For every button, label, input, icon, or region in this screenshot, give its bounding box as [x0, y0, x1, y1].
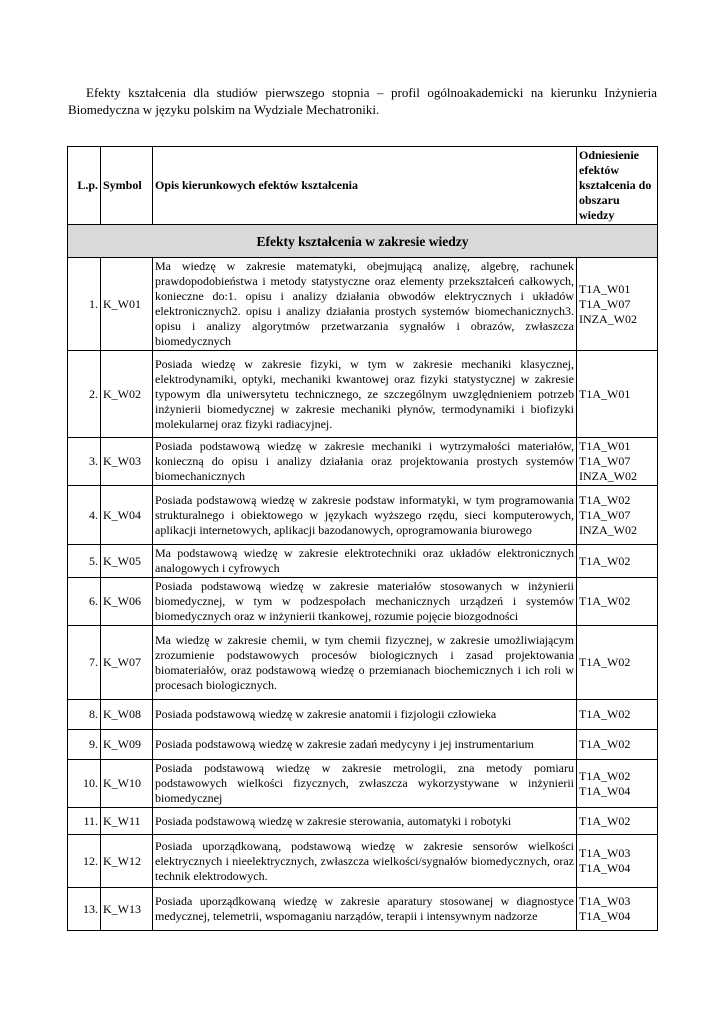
header-reference: Odniesienie efektów kształcenia do obszaru wiedzy: [577, 147, 658, 225]
reference-code: T1A_W04: [579, 861, 631, 875]
row-number: 7.: [68, 626, 101, 700]
row-symbol: K_W08: [101, 700, 153, 730]
row-references: [577, 730, 658, 760]
table-row: [68, 486, 658, 545]
row-number: 9.: [68, 730, 101, 760]
row-references: [577, 808, 658, 835]
section-row: [68, 225, 658, 258]
row-symbol: K_W04: [101, 486, 153, 545]
row-number: 8.: [68, 700, 101, 730]
table-row: [68, 351, 658, 438]
table-row: [68, 438, 658, 486]
row-description: Posiada podstawową wiedzę w zakresie zadań medycyny i jej instrumentarium: [153, 730, 577, 760]
reference-code: T1A_W07: [579, 296, 631, 311]
reference-code: T1A_W02: [579, 737, 631, 751]
row-number: 6.: [68, 578, 101, 626]
table-row: [68, 578, 658, 626]
reference-code: T1A_W04: [579, 909, 631, 923]
row-symbol: K_W11: [101, 808, 153, 835]
table-row: [68, 258, 658, 351]
row-references: [577, 835, 658, 888]
row-description: Posiada podstawową wiedzę w zakresie anatomii i fizjologii człowieka: [153, 700, 577, 730]
reference-code: INZA_W02: [579, 522, 637, 537]
reference-code: T1A_W02: [579, 707, 631, 721]
row-symbol: K_W09: [101, 730, 153, 760]
row-description: Posiada podstawową wiedzę w zakresie sterowania, automatyki i robotyki: [153, 808, 577, 835]
row-number: 3.: [68, 438, 101, 486]
reference-code: T1A_W04: [579, 783, 631, 798]
row-symbol: K_W10: [101, 760, 153, 808]
row-references: [577, 888, 658, 931]
row-symbol: K_W02: [101, 351, 153, 438]
reference-code: INZA_W02: [579, 311, 637, 326]
row-description: Posiada wiedzę w zakresie fizyki, w tym w zakresie mechaniki klasycznej, elektrodynamiki, optyki, mechaniki kwantowej oraz fizyki statystycznej w zakresie typowym dla uniwersytetu technicznego, ze szczególnym uwzględnieniem potrzeb inżynierii biomedycznej w zakresie mechaniki płynów, termodynamiki i biofizyki molekularnej oraz fizyki radiacyjnej.: [153, 351, 577, 438]
row-number: 11.: [68, 808, 101, 835]
reference-code: T1A_W02: [579, 492, 631, 507]
header-lp: L.p.: [68, 147, 101, 225]
reference-code: T1A_W03: [579, 846, 631, 860]
table-row: [68, 700, 658, 730]
table-header-row: [68, 147, 658, 225]
row-number: 2.: [68, 351, 101, 438]
reference-code: T1A_W02: [579, 655, 631, 669]
reference-code: INZA_W02: [579, 469, 637, 483]
row-number: 1.: [68, 258, 101, 351]
row-symbol: K_W13: [101, 888, 153, 931]
row-number: 13.: [68, 888, 101, 931]
row-symbol: K_W07: [101, 626, 153, 700]
row-references: [577, 486, 658, 545]
reference-code: T1A_W01: [579, 439, 631, 453]
reference-code: T1A_W07: [579, 507, 631, 522]
reference-code: T1A_W02: [579, 768, 631, 783]
row-description: Ma wiedzę w zakresie matematyki, obejmującą analizę, algebrę, rachunek prawdopodobieństwa i metody statystyczne oraz elementy przekształceń całkowych, konieczne do:1. opisu i analizy działania obwodów elektrycznych i układów elektronicznych2. opisu i analizy działania prostych systemów biomechanicznych3. opisu i analizy algorytmów przetwarzania sygnałów i obrazów, zwłaszcza biomedycznych: [153, 258, 577, 351]
learning-outcomes-table: [67, 146, 658, 931]
table-row: [68, 888, 658, 931]
row-references: [577, 438, 658, 486]
table-row: [68, 545, 658, 578]
header-description: Opis kierunkowych efektów kształcenia: [153, 147, 577, 225]
header-symbol: Symbol: [101, 147, 153, 225]
reference-code: T1A_W02: [579, 594, 631, 608]
row-number: 12.: [68, 835, 101, 888]
table-row: [68, 760, 658, 808]
row-description: Posiada podstawową wiedzę w zakresie podstaw informatyki, w tym programowania strukturalnego i obiektowego w językach wyższego rzędu, sieci komputerowych, aplikacji internetowych, aplikacji bazodanowych, oprogramowania biurowego: [153, 486, 577, 545]
row-references: [577, 700, 658, 730]
reference-code: T1A_W02: [579, 813, 631, 828]
row-symbol: K_W03: [101, 438, 153, 486]
row-number: 4.: [68, 486, 101, 545]
row-description: Posiada podstawową wiedzę w zakresie mechaniki i wytrzymałości materiałów, konieczną do opisu i analizy działania oraz projektowania prostych systemów biomechanicznych: [153, 438, 577, 486]
reference-code: T1A_W01: [579, 281, 631, 296]
table-row: [68, 808, 658, 835]
row-description: Posiada podstawową wiedzę w zakresie materiałów stosowanych w inżynierii biomedycznej, w tym w podzespołach mechanicznych urządzeń i systemów biomedycznych oraz w inżynierii tkankowej, rozumie pojęcie biozgodności: [153, 578, 577, 626]
row-references: [577, 760, 658, 808]
table-row: [68, 835, 658, 888]
row-description: Posiada podstawową wiedzę w zakresie metrologii, zna metody pomiaru podstawowych wielkości fizycznych, zwłaszcza wykorzystywane w inżynierii biomedycznej: [153, 760, 577, 808]
row-symbol: K_W06: [101, 578, 153, 626]
row-references: [577, 351, 658, 438]
row-description: Posiada uporządkowaną wiedzę w zakresie aparatury stosowanej w diagnostyce medycznej, telemetrii, wspomaganiu narządów, terapii i intensywnym nadzorze: [153, 888, 577, 931]
row-references: [577, 578, 658, 626]
row-references: [577, 258, 658, 351]
row-symbol: K_W01: [101, 258, 153, 351]
row-symbol: K_W05: [101, 545, 153, 578]
row-description: Ma wiedzę w zakresie chemii, w tym chemii fizycznej, w zakresie umożliwiającym zrozumienie podstawowych procesów biologicznych i zasad projektowania biomateriałów, oraz podstawową wiedzę o przemianach biochemicznych i ich roli w procesach biologicznych.: [153, 626, 577, 700]
row-description: Ma podstawową wiedzę w zakresie elektrotechniki oraz układów elektronicznych analogowych i cyfrowych: [153, 545, 577, 578]
row-references: [577, 545, 658, 578]
reference-code: T1A_W01: [579, 386, 631, 401]
reference-code: T1A_W02: [579, 553, 631, 568]
table-row: [68, 626, 658, 700]
row-symbol: K_W12: [101, 835, 153, 888]
row-number: 10.: [68, 760, 101, 808]
row-number: 5.: [68, 545, 101, 578]
section-title: Efekty kształcenia w zakresie wiedzy: [68, 225, 658, 258]
intro-paragraph: Efekty kształcenia dla studiów pierwszego stopnia – profil ogólnoakademicki na kierunku Inżynieria Biomedyczna w języku polskim na Wydziale Mechatroniki.: [68, 85, 657, 117]
reference-code: T1A_W03: [579, 894, 631, 908]
row-references: [577, 626, 658, 700]
row-description: Posiada uporządkowaną, podstawową wiedzę w zakresie sensorów wielkości elektrycznych i nieelektrycznych, zwłaszcza wielkości/sygnałów biomedycznych, oraz technik elektrodowych.: [153, 835, 577, 888]
reference-code: T1A_W07: [579, 454, 631, 468]
table-row: [68, 730, 658, 760]
